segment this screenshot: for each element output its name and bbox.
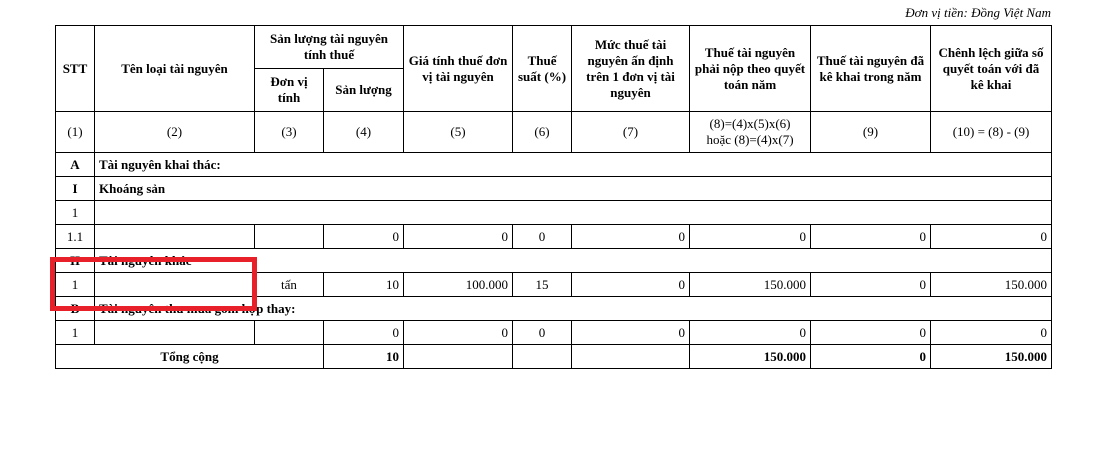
total-label: Tổng cộng — [56, 345, 324, 369]
row-2-code: 1 — [56, 273, 95, 297]
header-declared: Thuế tài nguyên đã kê khai trong năm — [811, 26, 931, 112]
row-2-diff: 150.000 — [931, 273, 1052, 297]
section-b-label: Tài nguyên thu mua gom hợp thay: — [95, 297, 1052, 321]
row-3-rate: 0 — [513, 321, 572, 345]
row-1-1-price: 0 — [404, 225, 513, 249]
row-2-fixed: 0 — [572, 273, 690, 297]
header-stt: STT — [56, 26, 95, 112]
index-1: (1) — [56, 112, 95, 153]
row-1-1-unit — [255, 225, 324, 249]
row-1-1-payable: 0 — [690, 225, 811, 249]
row-1-code: 1 — [56, 201, 95, 225]
highlight-box — [50, 257, 257, 311]
currency-unit-note: Đơn vị tiền: Đồng Việt Nam — [905, 5, 1051, 20]
row-1-1-rate: 0 — [513, 225, 572, 249]
section-a-code: A — [56, 153, 95, 177]
header-price: Giá tính thuế đơn vị tài nguyên — [404, 26, 513, 112]
total-payable: 150.000 — [690, 345, 811, 369]
header-output-group: Sản lượng tài nguyên tính thuế — [255, 26, 404, 69]
index-6: (6) — [513, 112, 572, 153]
row-3-price: 0 — [404, 321, 513, 345]
section-i-label: Khoáng sản — [95, 177, 1052, 201]
total-diff: 150.000 — [931, 345, 1052, 369]
header-fixed-tax: Mức thuế tài nguyên ấn định trên 1 đơn vị tài nguyên — [572, 26, 690, 112]
row-3-unit — [255, 321, 324, 345]
row-2-qty: 10 — [324, 273, 404, 297]
row-1-1-name — [95, 225, 255, 249]
row-2-unit: tấn — [255, 273, 324, 297]
row-1-1-qty: 0 — [324, 225, 404, 249]
row-3-declared: 0 — [811, 321, 931, 345]
index-8-line2: hoặc (8)=(4)x(7) — [706, 132, 794, 147]
row-1-1-diff: 0 — [931, 225, 1052, 249]
row-3-fixed: 0 — [572, 321, 690, 345]
index-9: (9) — [811, 112, 931, 153]
row-3-qty: 0 — [324, 321, 404, 345]
header-difference: Chênh lệch giữa số quyết toán với đã kê khai — [931, 26, 1052, 112]
header-quantity: Sản lượng — [324, 69, 404, 112]
resource-tax-table — [55, 25, 1052, 369]
index-10: (10) = (8) - (9) — [931, 112, 1052, 153]
row-1-1-fixed: 0 — [572, 225, 690, 249]
row-1-empty — [95, 201, 1052, 225]
header-payable: Thuế tài nguyên phải nộp theo quyết toán năm — [690, 26, 811, 112]
index-8 — [690, 112, 811, 153]
section-a-label: Tài nguyên khai thác: — [95, 153, 1052, 177]
index-2: (2) — [95, 112, 255, 153]
index-4: (4) — [324, 112, 404, 153]
section-b-code: B — [56, 297, 95, 321]
header-rate: Thuế suất (%) — [513, 26, 572, 112]
row-2-price: 100.000 — [404, 273, 513, 297]
row-2-rate: 15 — [513, 273, 572, 297]
section-i-code: I — [56, 177, 95, 201]
row-1-1-code: 1.1 — [56, 225, 95, 249]
row-2-declared: 0 — [811, 273, 931, 297]
total-declared: 0 — [811, 345, 931, 369]
row-2-payable: 150.000 — [690, 273, 811, 297]
section-ii-code: II — [56, 249, 95, 273]
row-1-1-declared: 0 — [811, 225, 931, 249]
row-3-name — [95, 321, 255, 345]
total-price-empty — [404, 345, 513, 369]
index-3: (3) — [255, 112, 324, 153]
row-3-diff: 0 — [931, 321, 1052, 345]
index-7: (7) — [572, 112, 690, 153]
total-fixed-empty — [572, 345, 690, 369]
header-unit: Đơn vị tính — [255, 69, 324, 112]
section-ii-label: Tài nguyên khác — [95, 249, 1052, 273]
total-rate-empty — [513, 345, 572, 369]
row-3-payable: 0 — [690, 321, 811, 345]
row-3-code: 1 — [56, 321, 95, 345]
total-qty: 10 — [324, 345, 404, 369]
header-name: Tên loại tài nguyên — [95, 26, 255, 112]
index-5: (5) — [404, 112, 513, 153]
index-8-line1: (8)=(4)x(5)x(6) — [709, 116, 791, 131]
